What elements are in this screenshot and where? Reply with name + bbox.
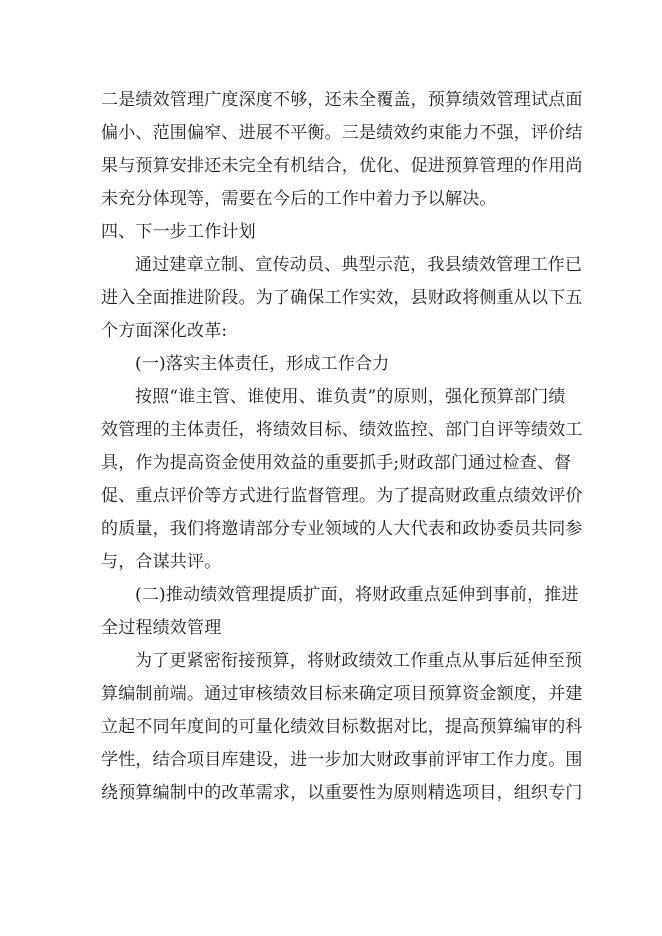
paragraph-line: 果与预算安排还未完全有机结合，优化、促进预算管理的作用尚 <box>101 156 583 176</box>
paragraph-line: 未充分体现等，需要在今后的工作中着力予以解决。 <box>101 189 497 209</box>
paragraph-line: 进入全面推进阶段。为了确保工作实效，县财政将侧重从以下五 <box>101 288 583 308</box>
section-heading: 四、下一步工作计划 <box>101 222 256 242</box>
paragraph-line: 促、重点评价等方式进行监督管理。为了提高财政重点绩效评价 <box>101 486 583 506</box>
paragraph-line: 个方面深化改革: <box>101 321 228 341</box>
paragraph-line: 立起不同年度间的可量化绩效目标数据对比，提高预算编审的科 <box>101 717 583 737</box>
paragraph-line: 效管理的主体责任，将绩效目标、绩效监控、部门自评等绩效工 <box>101 420 583 440</box>
paragraph-line: 绕预算编制中的改革需求，以重要性为原则精选项目，组织专门 <box>101 783 583 803</box>
paragraph-line: 通过建章立制、宣传动员、典型示范，我县绩效管理工作已 <box>135 255 583 275</box>
paragraph-line: 为了更紧密衔接预算，将财政绩效工作重点从事后延伸至预 <box>135 651 583 671</box>
document-body <box>101 84 583 810</box>
paragraph-line: 具，作为提高资金使用效益的重要抓手;财政部门通过检查、督 <box>101 453 572 473</box>
paragraph-line: 二是绩效管理广度深度不够，还未全覆盖，预算绩效管理试点面 <box>101 90 583 110</box>
subsection-heading: 全过程绩效管理 <box>101 618 222 638</box>
paragraph-line: 算编制前端。通过审核绩效目标来确定项目预算资金额度，并建 <box>101 684 583 704</box>
paragraph-line: 按照“谁主管、谁使用、谁负责”的原则，强化预算部门绩 <box>135 387 566 407</box>
paragraph-line: 学性，结合项目库建设，进一步加大财政事前评审工作力度。围 <box>101 750 583 770</box>
subsection-heading: (一)落实主体责任，形成工作合力 <box>135 354 390 374</box>
subsection-heading: (二)推动绩效管理提质扩面，将财政重点延伸到事前，推进 <box>135 585 579 605</box>
paragraph-line: 的质量，我们将邀请部分专业领域的人大代表和政协委员共同参 <box>101 519 583 539</box>
paragraph-line: 与，合谋共评。 <box>101 552 222 572</box>
paragraph-line: 偏小、范围偏窄、进展不平衡。三是绩效约束能力不强，评价结 <box>101 123 583 143</box>
